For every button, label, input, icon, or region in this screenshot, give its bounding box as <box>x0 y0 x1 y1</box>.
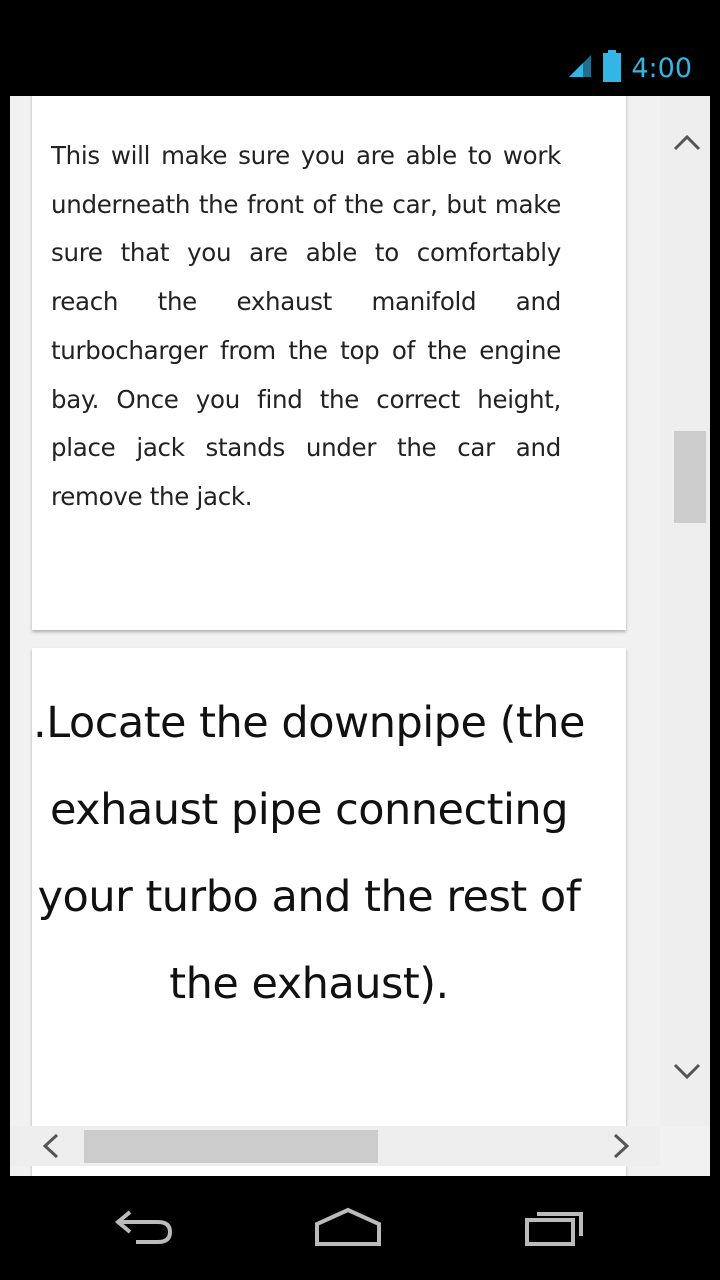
navigation-bar <box>0 1176 720 1280</box>
status-icons <box>567 50 692 87</box>
step-card <box>32 96 626 630</box>
step-card <box>32 648 626 1176</box>
back-button[interactable] <box>96 1200 192 1256</box>
horizontal-scroll-thumb[interactable] <box>84 1130 378 1163</box>
horizontal-scrollbar[interactable] <box>10 1126 660 1166</box>
battery-icon <box>603 50 621 87</box>
home-button[interactable] <box>300 1200 396 1256</box>
back-icon <box>112 1206 176 1251</box>
status-time: 4:00 <box>631 53 692 84</box>
chevron-left-icon[interactable] <box>40 1132 62 1165</box>
chevron-up-icon[interactable] <box>672 132 702 157</box>
step-description: This will make sure you are able to work underneath the front of the car, but make sure that you are able to comfortably reach the exhaust manifold and turbocharger from the top of the engine bay. Once you find the correct height, place jack stands under the car and remove the jack. <box>51 141 561 511</box>
home-icon <box>313 1206 383 1251</box>
chevron-down-icon[interactable] <box>672 1062 702 1087</box>
status-bar <box>0 0 720 96</box>
vertical-scroll-thumb[interactable] <box>674 431 706 523</box>
step-title: .Locate the downpipe (the exhaust pipe connecting your turbo and the rest of the exhaust). <box>33 698 585 1009</box>
web-content[interactable] <box>10 96 710 1176</box>
recent-apps-button[interactable] <box>508 1200 604 1256</box>
signal-icon <box>567 53 593 84</box>
vertical-scrollbar[interactable] <box>660 96 710 1126</box>
chevron-right-icon[interactable] <box>610 1132 632 1165</box>
recent-apps-icon <box>523 1206 589 1251</box>
